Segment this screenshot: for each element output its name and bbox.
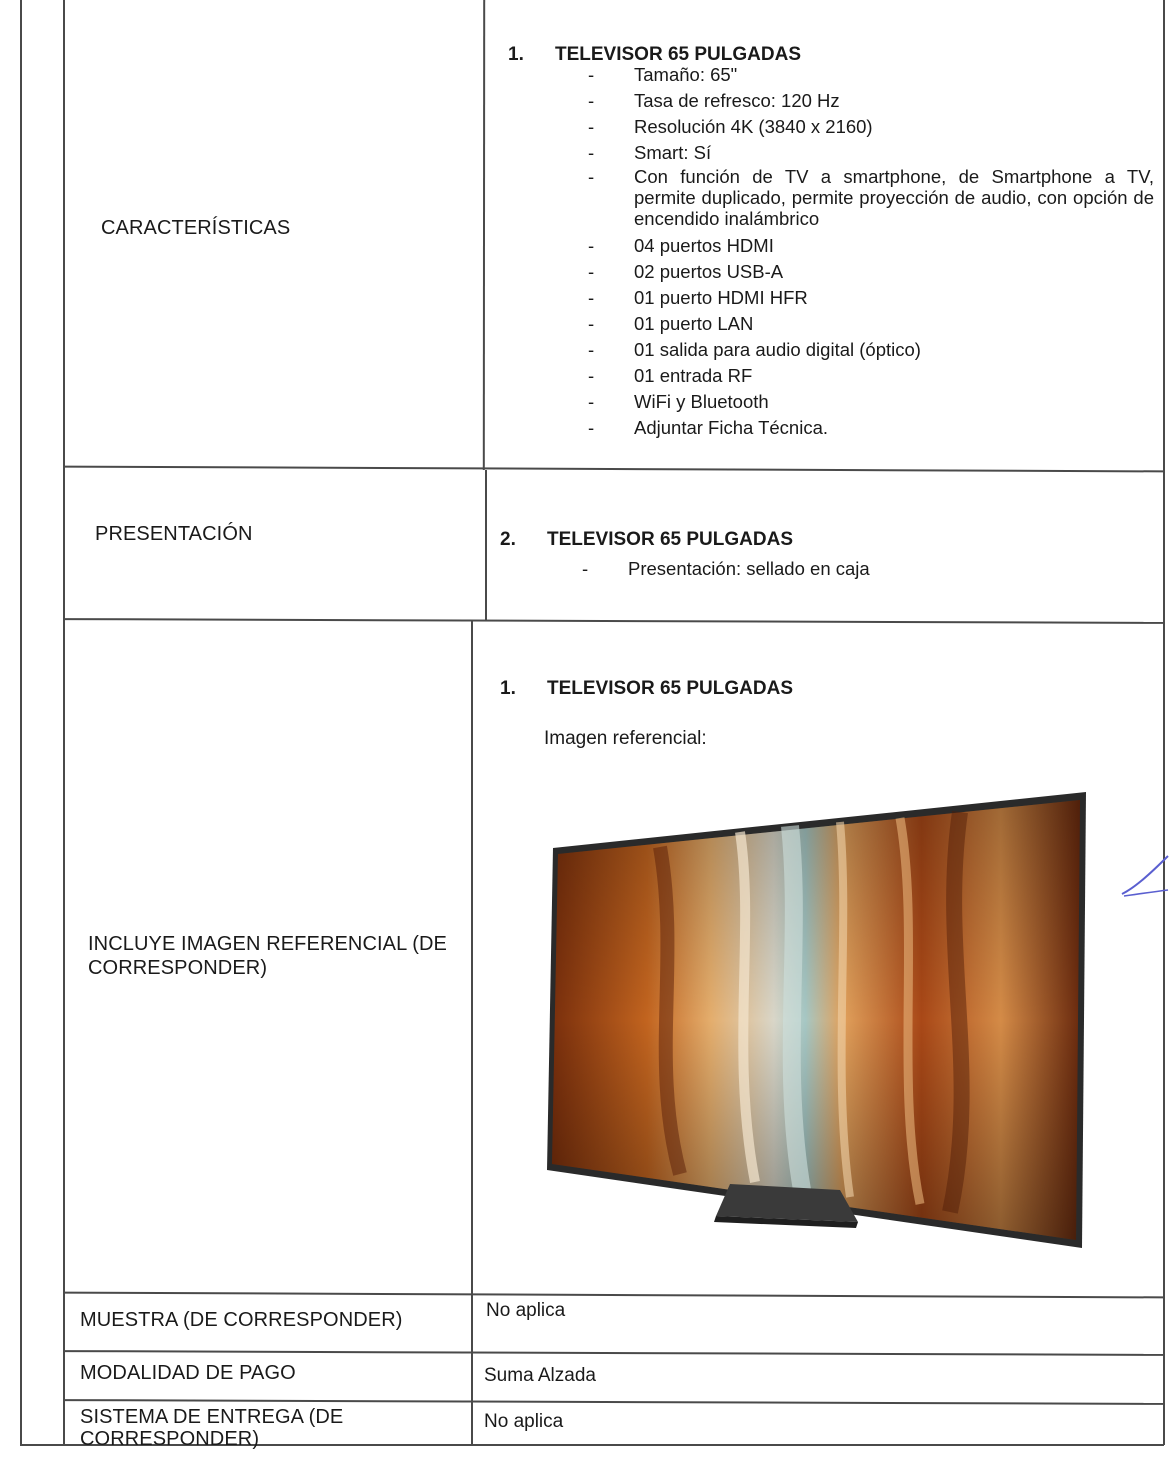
item-title: TELEVISOR 65 PULGADAS xyxy=(547,529,793,550)
outer-right-border xyxy=(1163,0,1165,1445)
bullet-dash: - xyxy=(588,391,595,412)
spec-item xyxy=(588,389,1154,415)
column-divider xyxy=(471,620,473,1445)
presentacion-heading xyxy=(500,528,793,552)
modalidad-label: MODALIDAD DE PAGO xyxy=(80,1362,296,1384)
spec-item xyxy=(582,556,1082,582)
spec-item xyxy=(588,62,1154,88)
spec-item xyxy=(588,233,1154,259)
label-column-left-border xyxy=(63,0,65,1445)
bullet-dash: - xyxy=(588,90,595,111)
spec-text: WiFi y Bluetooth xyxy=(634,391,769,412)
bullet-dash: - xyxy=(588,261,595,282)
spec-text: Presentación: sellado en caja xyxy=(628,558,870,579)
spec-text: Con función de TV a smartphone, de Smartphone a TV, permite duplicado, permite proyección de audio, con opción de encendido inalámbrico xyxy=(634,166,1154,229)
bullet-dash: - xyxy=(588,365,595,386)
spec-text: 01 puerto HDMI HFR xyxy=(634,287,808,308)
spec-item xyxy=(588,311,1154,337)
presentacion-label: PRESENTACIÓN xyxy=(95,523,253,545)
spec-text: 01 entrada RF xyxy=(634,365,753,386)
spec-item xyxy=(588,140,1154,166)
spec-text: 01 puerto LAN xyxy=(634,313,754,334)
bullet-dash: - xyxy=(588,313,595,334)
sistema-label: SISTEMA DE ENTREGA (DE CORRESPONDER) xyxy=(80,1406,344,1450)
spec-item xyxy=(588,337,1154,363)
imagen-label: INCLUYE IMAGEN REFERENCIAL (DE CORRESPONDER) xyxy=(88,933,447,979)
spec-item xyxy=(588,285,1154,311)
caracteristicas-label: CARACTERÍSTICAS xyxy=(101,217,291,239)
spec-item xyxy=(588,363,1154,389)
television-image xyxy=(540,792,1096,1252)
row-divider xyxy=(63,1292,1164,1298)
bullet-dash: - xyxy=(588,287,595,308)
bullet-dash: - xyxy=(588,142,595,163)
column-divider xyxy=(485,470,487,620)
presentation-list xyxy=(582,556,1082,582)
modalidad-value: Suma Alzada xyxy=(484,1365,596,1386)
spec-text: Resolución 4K (3840 x 2160) xyxy=(634,116,873,137)
bullet-dash: - xyxy=(588,417,595,438)
bullet-dash: - xyxy=(588,116,595,137)
image-caption: Imagen referencial: xyxy=(544,728,707,749)
spec-text: Tamaño: 65" xyxy=(634,64,738,85)
bullet-dash: - xyxy=(588,64,595,85)
spec-item xyxy=(588,114,1154,140)
spec-item xyxy=(588,259,1154,285)
spec-text: Tasa de refresco: 120 Hz xyxy=(634,90,840,111)
spec-text: Adjuntar Ficha Técnica. xyxy=(634,417,829,438)
column-divider xyxy=(483,0,485,470)
row-divider xyxy=(63,1399,1164,1404)
bullet-dash: - xyxy=(588,339,595,360)
bullet-dash: - xyxy=(582,558,589,579)
spec-text: 01 salida para audio digital (óptico) xyxy=(634,339,921,360)
spec-item xyxy=(588,88,1154,114)
spec-list xyxy=(588,62,1154,441)
spec-item xyxy=(588,166,1154,229)
item-title: TELEVISOR 65 PULGADAS xyxy=(547,678,793,699)
spec-item xyxy=(588,415,1154,441)
row-divider xyxy=(63,466,1164,472)
row-divider xyxy=(63,1350,1164,1355)
item-number: 2. xyxy=(500,529,516,550)
row-divider xyxy=(63,618,1164,623)
spec-text: Smart: Sí xyxy=(634,142,712,163)
bullet-dash: - xyxy=(588,166,595,187)
signature-mark xyxy=(1120,850,1170,910)
item-title: TELEVISOR 65 PULGADAS xyxy=(555,44,801,65)
imagen-heading xyxy=(500,677,793,701)
spec-text: 04 puertos HDMI xyxy=(634,235,774,256)
bullet-dash: - xyxy=(588,235,595,256)
item-number: 1. xyxy=(500,678,516,699)
outer-left-border xyxy=(20,0,22,1445)
muestra-value: No aplica xyxy=(486,1300,566,1321)
muestra-label: MUESTRA (DE CORRESPONDER) xyxy=(80,1309,403,1331)
item-number: 1. xyxy=(508,44,524,65)
sistema-value: No aplica xyxy=(484,1411,564,1432)
spec-text: 02 puertos USB-A xyxy=(634,261,784,282)
